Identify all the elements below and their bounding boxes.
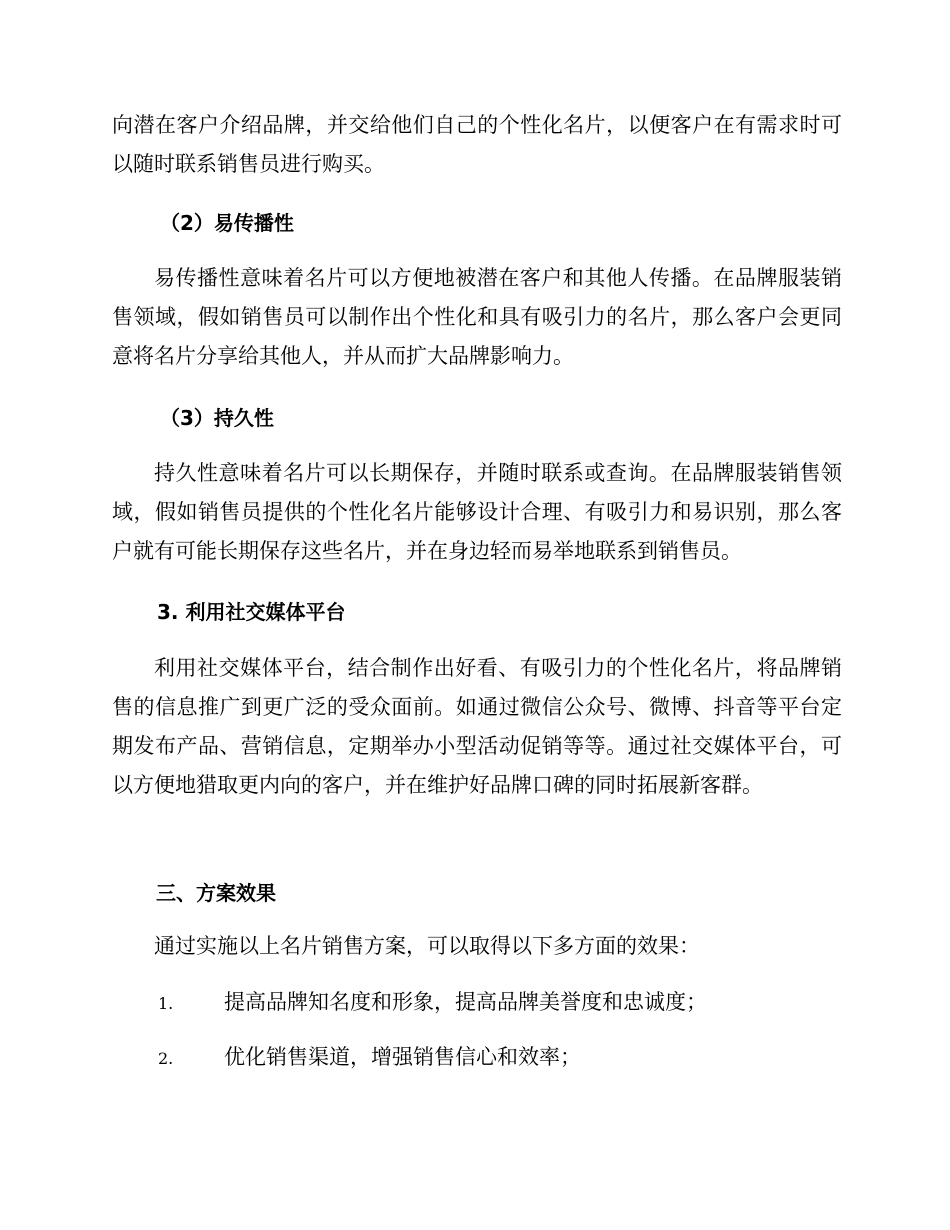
paragraph-durability: 持久性意味着名片可以长期保存，并随时联系或查询。在品牌服装销售领域，假如销售员提供的个性化名片能够设计合理、有吸引力和易识别，那么客户就有可能长期保存这些名片，并在身边轻而易举地联系到销售员。 <box>112 461 842 563</box>
heading-durability: （3）持久性 <box>160 406 274 430</box>
paragraph-spreadability: 易传播性意味着名片可以方便地被潜在客户和其他人传播。在品牌服装销售领域，假如销售员可以制作出个性化和具有吸引力的名片，那么客户会更同意将名片分享给其他人，并从而扩大品牌影响力。 <box>112 266 842 368</box>
list-item <box>158 1042 581 1074</box>
paragraph-continuation: 向潜在客户介绍品牌，并交给他们自己的个性化名片，以便客户在有需求时可以随时联系销售员进行购买。 <box>112 113 842 176</box>
heading-social-media: 3. 利用社交媒体平台 <box>157 600 346 624</box>
paragraph-social-media: 利用社交媒体平台，结合制作出好看、有吸引力的个性化名片，将品牌销售的信息推广到更广泛的受众面前。如通过微信公众号、微博、抖音等平台定期发布产品、营销信息，定期举办小型活动促销等等。通过社交媒体平台，可以方便地猎取更内向的客户，并在维护好品牌口碑的同时拓展新客群。 <box>112 656 842 797</box>
heading-spreadability: （2）易传播性 <box>160 211 294 235</box>
list-item-text: 优化销售渠道，增强销售信心和效率； <box>224 1045 581 1069</box>
list-item-text: 提高品牌知名度和形象，提高品牌美誉度和忠诚度； <box>224 990 707 1014</box>
paragraph-effects-intro: 通过实施以上名片销售方案，可以取得以下多方面的效果： <box>154 934 700 958</box>
heading-section-effects: 三、方案效果 <box>156 881 276 905</box>
list-item-number: 2. <box>158 1049 174 1068</box>
list-item-number: 1. <box>158 994 174 1013</box>
list-item <box>158 987 707 1019</box>
